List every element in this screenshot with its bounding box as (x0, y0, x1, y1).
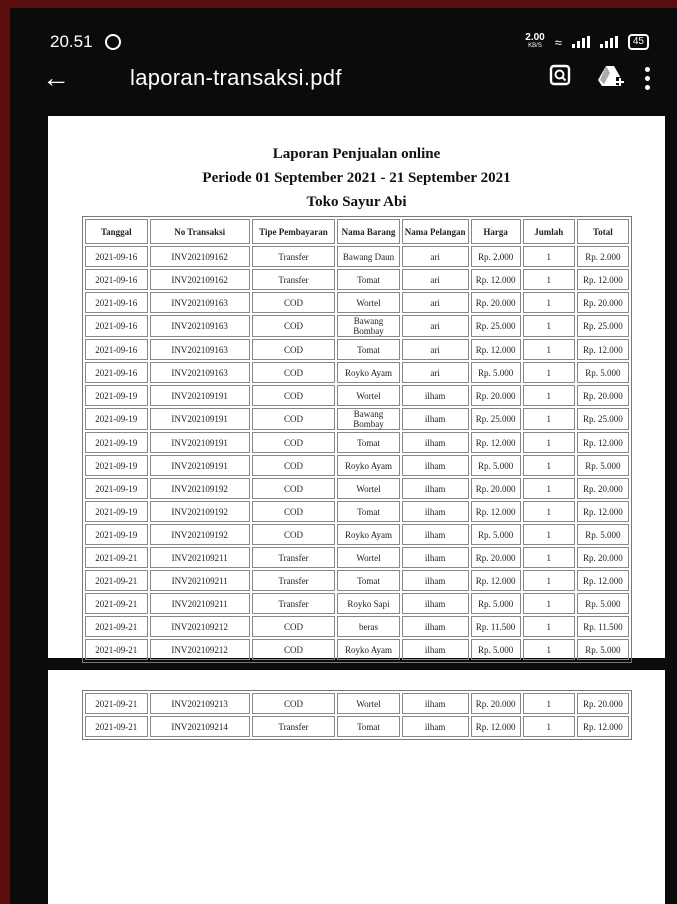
table-cell: Rp. 20.000 (471, 385, 521, 406)
whatsapp-icon (105, 34, 121, 50)
table-cell: Rp. 25.000 (471, 408, 521, 430)
table-cell: Rp. 12.000 (577, 269, 629, 290)
signal-icon (572, 36, 590, 48)
table-cell: 2021-09-19 (85, 385, 148, 406)
network-speed-unit: KB/S (528, 43, 542, 49)
table-cell: INV202109191 (150, 432, 250, 453)
table-row (85, 432, 629, 453)
table-row (85, 501, 629, 522)
table-cell: ari (402, 246, 469, 267)
table-cell: Transfer (252, 716, 335, 737)
table-cell: Tomat (337, 339, 400, 360)
table-cell: Rp. 12.000 (577, 432, 629, 453)
table-cell: Bawang Bombay (337, 408, 400, 430)
table-cell: Transfer (252, 593, 335, 614)
table-cell: Wortel (337, 478, 400, 499)
table-cell: Rp. 12.000 (471, 269, 521, 290)
table-cell: 2021-09-21 (85, 639, 148, 660)
table-cell: COD (252, 408, 335, 430)
table-cell: INV202109192 (150, 501, 250, 522)
table-cell: Rp. 12.000 (471, 501, 521, 522)
column-header: Total (577, 219, 629, 244)
table-cell: COD (252, 385, 335, 406)
table-cell: 1 (523, 408, 575, 430)
status-bar (50, 28, 649, 56)
table-cell: Royko Ayam (337, 639, 400, 660)
table-cell: Rp. 2.000 (577, 246, 629, 267)
table-cell: INV202109212 (150, 616, 250, 637)
table-cell: ilham (402, 593, 469, 614)
table-cell: INV202109213 (150, 693, 250, 714)
table-cell: Rp. 20.000 (577, 292, 629, 313)
table-cell: Rp. 20.000 (577, 693, 629, 714)
table-cell: 2021-09-21 (85, 716, 148, 737)
table-cell: Wortel (337, 385, 400, 406)
table-cell: 2021-09-19 (85, 524, 148, 545)
table-cell: INV202109163 (150, 292, 250, 313)
table-cell: 1 (523, 716, 575, 737)
table-cell: Rp. 11.500 (471, 616, 521, 637)
table-cell: INV202109192 (150, 478, 250, 499)
table-cell: INV202109162 (150, 246, 250, 267)
table-row (85, 292, 629, 313)
table-row (85, 547, 629, 568)
table-cell: Rp. 20.000 (471, 693, 521, 714)
table-cell: 2021-09-21 (85, 616, 148, 637)
report-title: Laporan Penjualan online (272, 146, 441, 162)
table-cell: 2021-09-19 (85, 501, 148, 522)
table-cell: 1 (523, 478, 575, 499)
table-cell: INV202109212 (150, 639, 250, 660)
table-cell: Transfer (252, 547, 335, 568)
table-cell: COD (252, 478, 335, 499)
table-cell: Royko Ayam (337, 455, 400, 476)
table-cell: ilham (402, 501, 469, 522)
battery-icon: 45 (628, 34, 649, 50)
table-row (85, 362, 629, 383)
column-header: Nama Pelangan (402, 219, 469, 244)
table-cell: INV202109163 (150, 315, 250, 337)
table-cell: ilham (402, 408, 469, 430)
back-arrow-icon[interactable]: ← (42, 62, 70, 93)
table-cell: 1 (523, 501, 575, 522)
table-cell: 1 (523, 385, 575, 406)
table-cell: 2021-09-21 (85, 547, 148, 568)
table-cell: 1 (523, 339, 575, 360)
table-row (85, 716, 629, 737)
table-cell: COD (252, 292, 335, 313)
table-cell: 1 (523, 693, 575, 714)
table-cell: Rp. 5.000 (577, 455, 629, 476)
table-cell: 2021-09-19 (85, 455, 148, 476)
table-cell: Rp. 12.000 (471, 432, 521, 453)
table-body-continued (85, 693, 629, 737)
table-row (85, 246, 629, 267)
table-cell: Rp. 12.000 (471, 716, 521, 737)
table-cell: Rp. 20.000 (577, 385, 629, 406)
pdf-page-1 (48, 116, 665, 658)
table-cell: Rp. 20.000 (471, 478, 521, 499)
table-cell: Royko Ayam (337, 524, 400, 545)
table-cell: Rp. 5.000 (577, 639, 629, 660)
column-header: Harga (471, 219, 521, 244)
column-header: Tipe Pembayaran (252, 219, 335, 244)
table-cell: INV202109191 (150, 455, 250, 476)
table-cell: Rp. 5.000 (471, 639, 521, 660)
table-cell: 1 (523, 432, 575, 453)
table-cell: ilham (402, 693, 469, 714)
table-cell: ari (402, 315, 469, 337)
table-cell: COD (252, 616, 335, 637)
table-cell: Rp. 20.000 (577, 547, 629, 568)
table-cell: Tomat (337, 432, 400, 453)
table-cell: ilham (402, 478, 469, 499)
table-cell: 1 (523, 547, 575, 568)
table-cell: 2021-09-21 (85, 693, 148, 714)
report-period: Periode 01 September 2021 - 21 September 2021 (202, 170, 511, 186)
table-row (85, 385, 629, 406)
table-cell: ari (402, 362, 469, 383)
table-row (85, 315, 629, 337)
table-cell: INV202109211 (150, 570, 250, 591)
table-cell: 2021-09-16 (85, 292, 148, 313)
table-cell: COD (252, 639, 335, 660)
table-cell: 2021-09-16 (85, 339, 148, 360)
table-cell: INV202109163 (150, 339, 250, 360)
table-cell: Bawang Daun (337, 246, 400, 267)
table-cell: Rp. 12.000 (471, 339, 521, 360)
table-cell: Rp. 25.000 (471, 315, 521, 337)
table-cell: 1 (523, 362, 575, 383)
table-cell: INV202109211 (150, 593, 250, 614)
table-cell: COD (252, 693, 335, 714)
table-header-row (85, 219, 629, 244)
table-cell: Rp. 5.000 (471, 362, 521, 383)
table-cell: Rp. 20.000 (471, 292, 521, 313)
column-header: Tanggal (85, 219, 148, 244)
table-cell: COD (252, 362, 335, 383)
table-cell: 2021-09-16 (85, 269, 148, 290)
table-cell: INV202109214 (150, 716, 250, 737)
table-cell: ilham (402, 385, 469, 406)
table-cell: Rp. 12.000 (577, 570, 629, 591)
table-cell: Bawang Bombay (337, 315, 400, 337)
table-row (85, 593, 629, 614)
table-row (85, 269, 629, 290)
table-cell: ari (402, 339, 469, 360)
table-cell: 1 (523, 593, 575, 614)
table-cell: INV202109211 (150, 547, 250, 568)
table-cell: 1 (523, 315, 575, 337)
table-cell: 2021-09-16 (85, 246, 148, 267)
search-in-document-icon[interactable] (535, 64, 585, 92)
status-time: 20.51 (50, 32, 93, 51)
table-cell: 1 (523, 524, 575, 545)
more-options-icon[interactable] (637, 67, 657, 90)
table-cell: 2021-09-21 (85, 593, 148, 614)
signal-icon-2 (600, 36, 618, 48)
table-cell: 2021-09-19 (85, 478, 148, 499)
table-cell: 2021-09-16 (85, 315, 148, 337)
table-cell: Rp. 20.000 (577, 478, 629, 499)
table-cell: 2021-09-19 (85, 432, 148, 453)
network-speed (525, 33, 544, 51)
table-cell: Rp. 12.000 (471, 570, 521, 591)
table-cell: Wortel (337, 292, 400, 313)
table-row (85, 455, 629, 476)
table-cell: INV202109163 (150, 362, 250, 383)
status-left (50, 32, 121, 52)
table-cell: Royko Sapi (337, 593, 400, 614)
table-cell: Transfer (252, 246, 335, 267)
table-cell: ari (402, 269, 469, 290)
table-cell: 1 (523, 246, 575, 267)
table-cell: ilham (402, 570, 469, 591)
table-cell: ilham (402, 432, 469, 453)
table-cell: 1 (523, 570, 575, 591)
table-cell: Tomat (337, 269, 400, 290)
pdf-page-2 (48, 670, 665, 904)
table-cell: 1 (523, 616, 575, 637)
wifi-icon: ≈ (554, 34, 562, 50)
transactions-table (82, 216, 632, 663)
app-bar (42, 60, 657, 96)
table-cell: COD (252, 524, 335, 545)
transactions-table-continued (82, 690, 632, 740)
table-cell: Tomat (337, 570, 400, 591)
table-cell: 2021-09-21 (85, 570, 148, 591)
table-cell: Rp. 12.000 (577, 339, 629, 360)
table-cell: INV202109192 (150, 524, 250, 545)
document-title: laporan-transaksi.pdf (130, 65, 342, 90)
table-cell: COD (252, 339, 335, 360)
table-cell: ilham (402, 455, 469, 476)
table-row (85, 524, 629, 545)
table-cell: Rp. 25.000 (577, 408, 629, 430)
table-cell: Rp. 5.000 (577, 593, 629, 614)
table-cell: 1 (523, 292, 575, 313)
table-cell: Rp. 11.500 (577, 616, 629, 637)
table-cell: Tomat (337, 501, 400, 522)
table-cell: ari (402, 292, 469, 313)
table-row (85, 408, 629, 430)
table-cell: Rp. 12.000 (577, 716, 629, 737)
table-cell: Rp. 12.000 (577, 501, 629, 522)
table-cell: Rp. 20.000 (471, 547, 521, 568)
table-cell: Transfer (252, 269, 335, 290)
table-cell: COD (252, 432, 335, 453)
table-cell: ilham (402, 547, 469, 568)
table-cell: 2021-09-19 (85, 408, 148, 430)
table-cell: 2021-09-16 (85, 362, 148, 383)
table-cell: COD (252, 315, 335, 337)
table-cell: ilham (402, 716, 469, 737)
network-speed-value: 2.00 (525, 32, 545, 43)
table-cell: Wortel (337, 693, 400, 714)
add-to-drive-icon[interactable] (585, 65, 637, 92)
table-cell: Rp. 5.000 (471, 455, 521, 476)
table-cell: 1 (523, 455, 575, 476)
table-row (85, 693, 629, 714)
column-header: No Transaksi (150, 219, 250, 244)
table-row (85, 616, 629, 637)
table-cell: Royko Ayam (337, 362, 400, 383)
table-cell: COD (252, 455, 335, 476)
table-row (85, 478, 629, 499)
table-cell: Rp. 5.000 (471, 524, 521, 545)
table-cell: Tomat (337, 716, 400, 737)
table-cell: Rp. 2.000 (471, 246, 521, 267)
column-header: Nama Barang (337, 219, 400, 244)
table-row (85, 639, 629, 660)
table-cell: 1 (523, 269, 575, 290)
table-cell: Wortel (337, 547, 400, 568)
table-cell: Rp. 25.000 (577, 315, 629, 337)
column-header: Jumlah (523, 219, 575, 244)
table-cell: Rp. 5.000 (471, 593, 521, 614)
table-body (85, 246, 629, 660)
store-name: Toko Sayur Abi (306, 194, 407, 210)
table-cell: INV202109191 (150, 408, 250, 430)
table-cell: ilham (402, 524, 469, 545)
table-cell: 1 (523, 639, 575, 660)
table-cell: ilham (402, 639, 469, 660)
table-cell: Transfer (252, 570, 335, 591)
table-cell: INV202109162 (150, 269, 250, 290)
table-cell: Rp. 5.000 (577, 524, 629, 545)
table-cell: Rp. 5.000 (577, 362, 629, 383)
table-cell: INV202109191 (150, 385, 250, 406)
table-row (85, 339, 629, 360)
table-cell: beras (337, 616, 400, 637)
table-row (85, 570, 629, 591)
status-right (525, 33, 649, 51)
table-cell: COD (252, 501, 335, 522)
table-cell: ilham (402, 616, 469, 637)
